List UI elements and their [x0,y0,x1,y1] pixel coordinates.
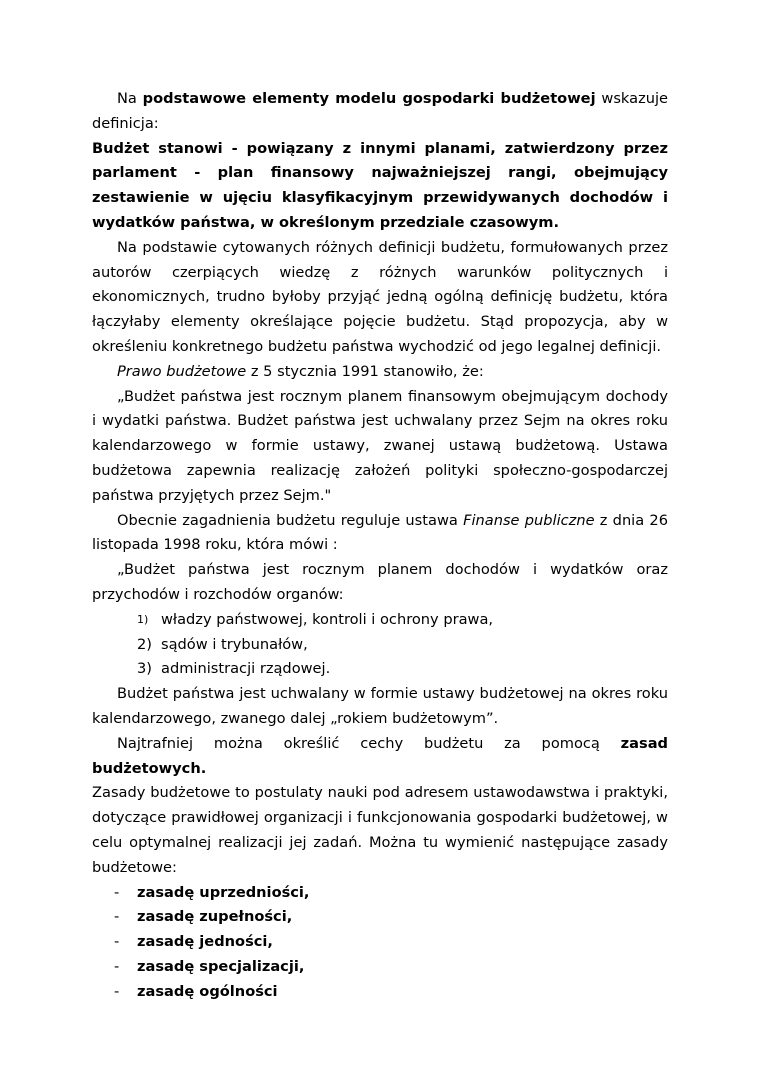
list-item [92,905,668,930]
text-run: wskazuje definicja: [92,90,669,132]
list-item [92,633,668,658]
list-item [92,980,668,1005]
principles-list [92,881,668,1005]
document-page [92,87,668,1004]
quote-public-finance-act: „Budżet państwa jest rocznym planem dochodów i wydatków oraz przychodów i rozchodów organów: [92,561,668,603]
dash-bullet: - [114,908,120,926]
dash-bullet: - [114,957,120,975]
paragraph-principles-definition: Zasady budżetowe to postulaty nauki pod adresem ustawodawstwa i praktyki, dotyczące prawidłowej organizacji i funkcjonowania gospodarki budżetowej, w celu optymalnej realizacji jej zadań. Można tu wymienić następujące zasady budżetowe: [92,784,668,876]
list-number: 2) [137,635,152,653]
bold-phrase: zasad budżetowych. [92,734,668,777]
list-item [92,930,668,955]
list-number: 1) [137,612,149,626]
list-item-text: zasadę zupełności, [137,908,293,926]
budget-definition: Budżet stanowi - powiązany z innymi planami, zatwierdzony przez parlament - plan finansowy najważniejszej rangi, obejmujący zestawienie w ujęciu klasyfikacyjnym przewidywanych dochodów i wydatków państwa, w określonym przedziale czasowym. [92,139,668,231]
law-title: Prawo budżetowe [117,362,247,380]
paragraph-public-finance-act [92,509,668,559]
organs-list [92,608,668,682]
act-title: Finanse publiczne [463,511,595,529]
list-item-text: zasadę uprzedniości, [137,883,310,901]
list-item-text: władzy państwowej, kontroli i ochrony prawa, [161,610,494,628]
bold-phrase: podstawowe elementy modelu gospodarki budżetowej [142,90,596,107]
text-run: z dnia 26 listopada 1998 roku, która mówi : [92,511,668,554]
list-item-text: zasadę ogólności [137,982,278,1000]
quote-budget-law-1991: „Budżet państwa jest rocznym planem finansowym obejmującym dochody i wydatki państwa. Budżet państwa jest uchwalany przez Sejm na okres roku kalendarzowego w formie ustawy, zwanej ustawą budżetową. Ustawa budżetowa zapewnia realizację założeń polityki społeczno-gospodarczej państwa przyjętych przez Sejm." [92,387,668,504]
list-number: 3) [137,660,152,678]
list-item-text: zasadę jedności, [137,933,273,951]
paragraph-intro [92,87,668,137]
list-item-text: administracji rządowej. [161,660,331,678]
list-item-text: zasadę specjalizacji, [137,957,305,975]
list-item [92,608,668,633]
list-item [92,955,668,980]
list-item [92,657,668,682]
text-run: Na [117,90,143,107]
list-item [92,881,668,906]
paragraph-budget-law [92,360,668,385]
list-item-text: sądów i trybunałów, [161,635,308,653]
dash-bullet: - [114,982,120,1000]
paragraph-definitions-discussion: Na podstawie cytowanych różnych definicji budżetu, formułowanych przez autorów czerpiących wiedzę z różnych warunków politycznych i ekonomicznych, trudno byłoby przyjąć jedną ogólną definicję budżetu, która łączyłaby elementy określające pojęcie budżetu. Stąd propozycja, aby w określeniu konkretnego budżetu państwa wychodzić od jego legalnej definicji. [92,238,668,355]
text-run: Obecnie zagadnienia budżetu reguluje ustawa [117,511,464,529]
paragraph-budget-year: Budżet państwa jest uchwalany w formie ustawy budżetowej na okres roku kalendarzowego, zwanego dalej „rokiem budżetowym”. [92,685,668,727]
text-run: z 5 stycznia 1991 stanowiło, że: [246,362,484,380]
dash-bullet: - [114,933,120,951]
paragraph-budget-principles-intro [92,732,668,782]
text-run: Najtrafniej można określić cechy budżetu za pomocą [117,734,621,752]
dash-bullet: - [114,883,120,901]
